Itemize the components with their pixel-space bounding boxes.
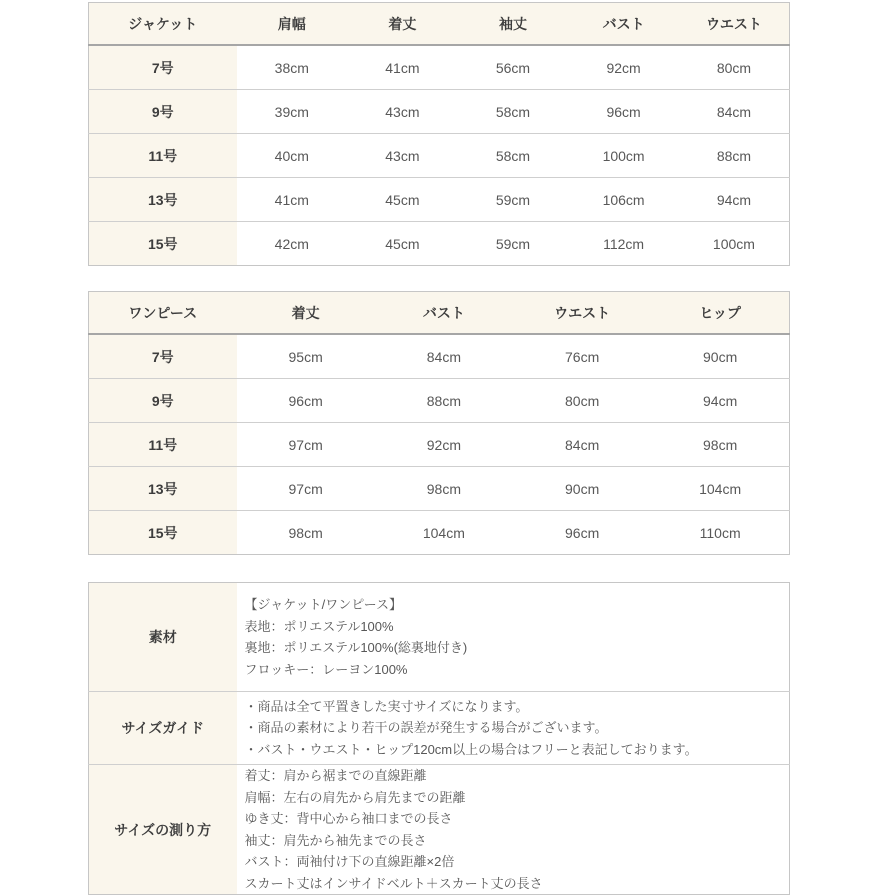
value-cell: 96cm — [237, 379, 375, 423]
size-guide-content — [237, 692, 790, 765]
table-row — [89, 222, 790, 266]
info-line: バスト：両袖付け下の直線距離×2倍 — [244, 854, 455, 869]
info-line: 肩幅：左右の肩先から肩先までの距離 — [244, 789, 466, 805]
value-cell: 88cm — [679, 134, 790, 178]
value-cell: 80cm — [513, 379, 651, 423]
size-label: 15号 — [89, 222, 237, 266]
table-row — [89, 511, 790, 555]
value-cell: 39cm — [237, 90, 348, 134]
value-cell: 97cm — [237, 423, 375, 467]
value-cell: 110cm — [651, 511, 789, 555]
table-row — [89, 423, 790, 467]
table-row — [89, 334, 790, 379]
value-cell: 45cm — [347, 222, 458, 266]
value-cell: 92cm — [375, 423, 513, 467]
table-row — [89, 178, 790, 222]
info-line: フロッキー：レーヨン100% — [244, 661, 408, 677]
how-to-measure-row — [89, 765, 790, 895]
value-cell: 94cm — [679, 178, 790, 222]
info-line: ゆき丈：背中心から袖口までの長さ — [244, 811, 453, 826]
value-cell: 41cm — [347, 45, 458, 90]
info-line: 裏地：ポリエステル100%(総裏地付き) — [244, 640, 468, 655]
value-cell: 96cm — [513, 511, 651, 555]
content-wrap — [88, 0, 790, 895]
value-cell: 95cm — [237, 334, 375, 379]
value-cell: 84cm — [513, 423, 651, 467]
size-label: 9号 — [89, 90, 237, 134]
table-row — [89, 467, 790, 511]
value-cell: 104cm — [375, 511, 513, 555]
dress-header-title: ワンピース — [89, 292, 237, 335]
table-row — [89, 379, 790, 423]
jacket-header-row — [89, 3, 790, 46]
jacket-header-sleeve: 袖丈 — [458, 3, 569, 46]
info-line: 【ジャケット/ワンピース】 — [244, 597, 403, 612]
value-cell: 42cm — [237, 222, 348, 266]
table-row — [89, 45, 790, 90]
info-line: ・商品の素材により若干の誤差が発生する場合がございます。 — [244, 720, 608, 736]
info-line: 袖丈：肩先から袖先までの長さ — [244, 832, 427, 848]
info-line: ・バスト・ウエスト・ヒップ120cm以上の場合はフリーと表記しております。 — [244, 741, 698, 757]
size-label: 13号 — [89, 467, 237, 511]
material-label: 素材 — [89, 583, 237, 692]
value-cell: 92cm — [568, 45, 679, 90]
table-row — [89, 90, 790, 134]
jacket-header-length: 着丈 — [347, 3, 458, 46]
value-cell: 43cm — [347, 134, 458, 178]
size-label: 11号 — [89, 134, 237, 178]
value-cell: 98cm — [237, 511, 375, 555]
value-cell: 90cm — [513, 467, 651, 511]
size-label: 7号 — [89, 334, 237, 379]
info-line: ・商品は全て平置きした実寸サイズになります。 — [244, 698, 529, 714]
value-cell: 76cm — [513, 334, 651, 379]
jacket-header-shoulder: 肩幅 — [237, 3, 348, 46]
value-cell: 88cm — [375, 379, 513, 423]
value-cell: 41cm — [237, 178, 348, 222]
value-cell: 98cm — [375, 467, 513, 511]
value-cell: 100cm — [568, 134, 679, 178]
material-row — [89, 583, 790, 692]
value-cell: 104cm — [651, 467, 789, 511]
value-cell: 38cm — [237, 45, 348, 90]
value-cell: 56cm — [458, 45, 569, 90]
value-cell: 98cm — [651, 423, 789, 467]
size-label: 9号 — [89, 379, 237, 423]
dress-header-row — [89, 292, 790, 335]
value-cell: 59cm — [458, 222, 569, 266]
dress-header-hip: ヒップ — [651, 292, 789, 335]
size-label: 15号 — [89, 511, 237, 555]
value-cell: 100cm — [679, 222, 790, 266]
value-cell: 97cm — [237, 467, 375, 511]
size-guide-label: サイズガイド — [89, 692, 237, 765]
info-line: スカート丈はインサイドベルト＋スカート丈の長さ — [244, 875, 543, 891]
value-cell: 58cm — [458, 90, 569, 134]
size-label: 7号 — [89, 45, 237, 90]
how-to-measure-label: サイズの測り方 — [89, 765, 237, 895]
how-to-measure-content — [237, 765, 790, 895]
value-cell: 112cm — [568, 222, 679, 266]
dress-size-table — [88, 291, 790, 555]
dress-header-waist: ウエスト — [513, 292, 651, 335]
value-cell: 90cm — [651, 334, 789, 379]
value-cell: 94cm — [651, 379, 789, 423]
table-row — [89, 134, 790, 178]
jacket-header-waist: ウエスト — [679, 3, 790, 46]
value-cell: 84cm — [375, 334, 513, 379]
jacket-header-title: ジャケット — [89, 3, 237, 46]
dress-header-bust: バスト — [375, 292, 513, 335]
info-line: 着丈：肩から裾までの直線距離 — [244, 768, 427, 783]
size-guide-row — [89, 692, 790, 765]
value-cell: 106cm — [568, 178, 679, 222]
material-content — [237, 583, 790, 692]
value-cell: 40cm — [237, 134, 348, 178]
product-info-table — [88, 582, 790, 895]
size-label: 11号 — [89, 423, 237, 467]
value-cell: 80cm — [679, 45, 790, 90]
size-label: 13号 — [89, 178, 237, 222]
value-cell: 58cm — [458, 134, 569, 178]
value-cell: 84cm — [679, 90, 790, 134]
info-line: 表地：ポリエステル100% — [244, 618, 394, 634]
value-cell: 45cm — [347, 178, 458, 222]
value-cell: 43cm — [347, 90, 458, 134]
dress-header-length: 着丈 — [237, 292, 375, 335]
value-cell: 96cm — [568, 90, 679, 134]
jacket-header-bust: バスト — [568, 3, 679, 46]
value-cell: 59cm — [458, 178, 569, 222]
jacket-size-table — [88, 2, 790, 266]
